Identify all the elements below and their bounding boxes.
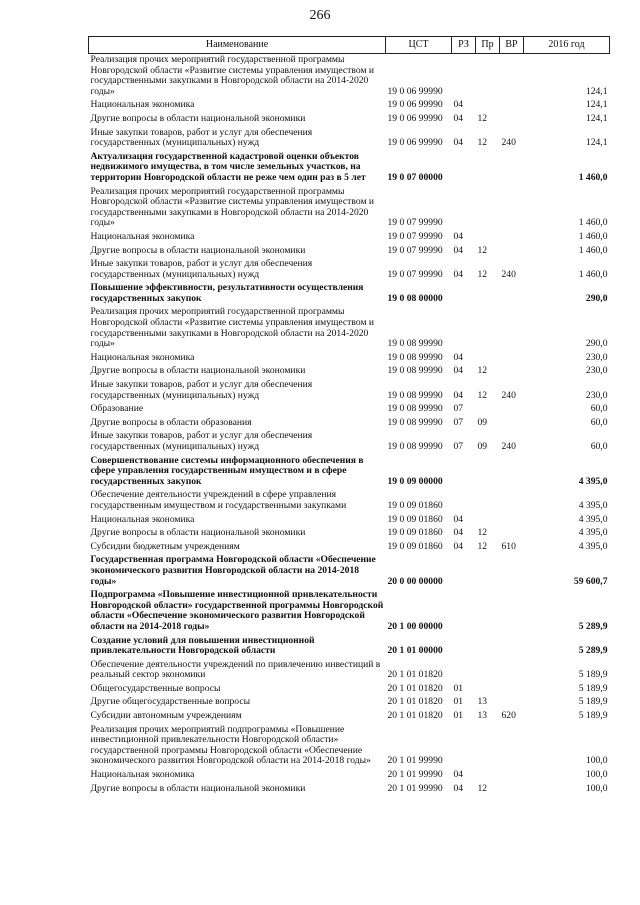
cell-vr (500, 352, 524, 366)
cell-sum: 4 395,0 (578, 527, 608, 539)
cell-name: Иные закупки товаров, работ и услуг для обеспечения государственных (муниципальных) нужд (90, 258, 313, 280)
table-row (89, 635, 610, 659)
cell-name: Другие вопросы в области национальной экономики (90, 782, 306, 794)
cell-vr (500, 186, 524, 231)
cell-name: Создание условий для повышения инвестиционной привлекательности Новгородской области (90, 634, 315, 657)
cell-cst: 19 0 06 99990 (387, 112, 443, 124)
cell-vr (500, 554, 524, 589)
cell-name: Реализация прочих мероприятий государственной программы Новгородской области «Развитие системы управления имуществом и государственными закупками в Новгородской области на 2014-2020 годы» (90, 185, 375, 229)
cell-sum: 5 189,9 (578, 669, 608, 681)
cell-name: Повышение эффективности, результативности осуществления государственных закупок (90, 282, 364, 304)
cell-sum: 60,0 (590, 441, 608, 452)
cell-rz: 04 (453, 112, 464, 124)
cell-vr (500, 365, 524, 379)
table-body (89, 54, 610, 797)
table-row (89, 258, 610, 282)
cell-pr: 13 (477, 710, 488, 722)
table-row (89, 99, 610, 113)
cell-sum: 290,0 (585, 338, 608, 350)
cell-cst: 19 0 07 99990 (387, 244, 443, 256)
cell-sum: 1 460,0 (578, 268, 608, 280)
table-row (89, 683, 610, 697)
cell-cst: 20 1 01 01820 (387, 696, 443, 708)
table-row (89, 659, 610, 683)
cell-vr (500, 99, 524, 113)
cell-cst: 19 0 06 99990 (387, 99, 443, 111)
cell-vr (500, 659, 524, 683)
table-row (89, 514, 610, 528)
cell-name: Иные закупки товаров, работ и услуг для обеспечения государственных (муниципальных) нужд (90, 379, 313, 401)
cell-vr (500, 455, 524, 490)
cell-pr (476, 99, 500, 113)
cell-pr (476, 683, 500, 697)
table-row (89, 430, 610, 454)
cell-rz (452, 54, 476, 100)
cell-rz: 04 (453, 782, 464, 794)
cell-cst: 20 1 00 00000 (387, 620, 443, 632)
cell-name: Другие общегосударственные вопросы (90, 696, 251, 708)
cell-pr (476, 554, 500, 589)
cell-sum: 5 189,9 (578, 696, 608, 708)
cell-name: Государственная программа Новгородской области «Обеспечение экономического развития Новгородской области на 2014-2018 годы» (90, 554, 376, 587)
cell-rz (452, 186, 476, 231)
cell-rz: 01 (453, 682, 464, 694)
cell-name: Субсидии бюджетным учреждениям (90, 540, 240, 552)
cell-cst: 20 1 01 99990 (387, 769, 443, 781)
cell-sum: 100,0 (585, 769, 608, 781)
cell-pr: 09 (477, 416, 488, 428)
cell-sum: 1 460,0 (578, 171, 608, 183)
cell-vr (500, 417, 524, 431)
cell-cst: 19 0 07 99990 (387, 230, 443, 242)
cell-sum: 100,0 (585, 782, 608, 794)
cell-rz: 04 (453, 268, 464, 280)
cell-vr (500, 589, 524, 634)
cell-sum: 1 460,0 (578, 217, 608, 229)
table-row (89, 724, 610, 769)
cell-name: Национальная экономика (90, 230, 195, 242)
cell-vr (500, 724, 524, 769)
cell-sum: 1 460,0 (578, 244, 608, 256)
cell-name: Другие вопросы в области национальной экономики (90, 365, 306, 377)
cell-rz (452, 589, 476, 634)
cell-cst: 19 0 07 99990 (387, 268, 443, 280)
table-row (89, 306, 610, 351)
cell-pr (476, 489, 500, 513)
cell-pr (476, 231, 500, 245)
table-row (89, 417, 610, 431)
cell-pr (476, 635, 500, 659)
cell-cst: 19 0 07 00000 (387, 171, 443, 183)
cell-cst: 20 1 01 01820 (387, 682, 443, 694)
cell-pr (476, 403, 500, 417)
cell-rz (452, 635, 476, 659)
budget-table (88, 36, 610, 796)
cell-rz (452, 724, 476, 769)
cell-pr: 12 (477, 365, 488, 377)
cell-cst: 19 0 06 99990 (387, 137, 443, 149)
header-cst: ЦСТ (386, 37, 452, 54)
cell-rz: 01 (453, 710, 464, 722)
cell-sum: 60,0 (590, 416, 608, 428)
cell-sum: 230,0 (585, 351, 608, 363)
table-row (89, 113, 610, 127)
table-row (89, 282, 610, 306)
cell-name: Обеспечение деятельности учреждений по привлечению инвестиций в реальный сектор экономики (90, 658, 381, 681)
cell-cst: 19 0 06 99990 (387, 85, 443, 97)
cell-rz (452, 489, 476, 513)
cell-rz (452, 455, 476, 490)
cell-vr (500, 783, 524, 797)
cell-vr (500, 403, 524, 417)
cell-pr (476, 455, 500, 490)
cell-vr (500, 696, 524, 710)
cell-pr (476, 54, 500, 100)
cell-vr (500, 769, 524, 783)
cell-vr: 240 (501, 441, 516, 452)
cell-name: Иные закупки товаров, работ и услуг для обеспечения государственных (муниципальных) нужд (90, 126, 313, 149)
cell-cst: 19 0 09 01860 (387, 540, 443, 552)
cell-cst: 19 0 07 99990 (387, 217, 443, 229)
table-row (89, 151, 610, 186)
cell-sum: 5 189,9 (578, 682, 608, 694)
cell-sum: 59 600,7 (573, 575, 608, 587)
cell-pr: 12 (477, 112, 488, 124)
cell-pr (476, 769, 500, 783)
cell-name: Актуализация государственной кадастровой оценки объектов недвижимого имущества, в том числе земельных участков, на территории Новгородской области не реже чем один раз в 5 лет (90, 150, 366, 183)
cell-vr: 610 (501, 540, 516, 552)
table-row (89, 769, 610, 783)
cell-pr: 12 (477, 137, 488, 149)
cell-pr: 12 (477, 389, 488, 401)
cell-sum: 124,1 (585, 137, 608, 149)
cell-rz: 04 (453, 365, 464, 377)
table-row (89, 783, 610, 797)
cell-sum: 124,1 (585, 112, 608, 124)
cell-pr (476, 186, 500, 231)
cell-sum: 4 395,0 (578, 540, 608, 552)
table-row (89, 352, 610, 366)
cell-rz: 01 (453, 696, 464, 708)
cell-name: Совершенствование системы информационного обеспечения в сфере управления государственным имуществом и в сфере государственных закупок (90, 454, 364, 487)
cell-name: Национальная экономика (90, 99, 195, 111)
cell-rz: 04 (453, 513, 464, 525)
table-row (89, 541, 610, 555)
cell-name: Национальная экономика (90, 513, 195, 525)
cell-sum: 4 395,0 (578, 499, 608, 511)
cell-sum: 5 289,9 (578, 620, 608, 632)
cell-pr (476, 282, 500, 306)
cell-cst: 20 1 01 01820 (387, 669, 443, 681)
cell-cst: 19 0 08 99990 (387, 441, 443, 452)
cell-pr: 13 (477, 696, 488, 708)
table-row (89, 527, 610, 541)
cell-vr (500, 635, 524, 659)
cell-cst: 19 0 09 01860 (387, 527, 443, 539)
cell-rz: 04 (453, 527, 464, 539)
cell-cst: 19 0 09 00000 (387, 475, 443, 487)
cell-pr: 12 (477, 782, 488, 794)
cell-sum: 5 189,9 (578, 710, 608, 722)
cell-pr: 12 (477, 268, 488, 280)
cell-rz: 04 (453, 244, 464, 256)
cell-name: Иные закупки товаров, работ и услуг для обеспечения государственных (муниципальных) нужд (90, 430, 313, 452)
table-row (89, 696, 610, 710)
header-name: Наименование (89, 37, 386, 54)
cell-rz: 04 (453, 99, 464, 111)
cell-name: Другие вопросы в области национальной экономики (90, 112, 306, 124)
cell-cst: 20 1 01 01820 (387, 710, 443, 722)
cell-sum: 124,1 (585, 85, 608, 97)
cell-sum: 60,0 (590, 403, 608, 415)
cell-rz: 07 (453, 416, 464, 428)
cell-sum: 230,0 (585, 389, 608, 401)
cell-cst: 19 0 08 00000 (387, 292, 443, 304)
cell-pr: 09 (477, 441, 488, 452)
cell-rz: 04 (453, 540, 464, 552)
cell-cst: 19 0 09 01860 (387, 499, 443, 511)
cell-name: Реализация прочих мероприятий государственной программы Новгородской области «Развитие системы управления имуществом и государственными закупками в Новгородской области на 2014-2020 годы» (90, 306, 375, 350)
cell-pr (476, 659, 500, 683)
cell-vr (500, 113, 524, 127)
cell-rz: 07 (453, 403, 464, 415)
cell-pr (476, 589, 500, 634)
cell-pr (476, 306, 500, 351)
cell-name: Другие вопросы в области национальной экономики (90, 527, 306, 539)
cell-vr (500, 54, 524, 100)
cell-cst: 19 0 09 01860 (387, 513, 443, 525)
cell-vr (500, 683, 524, 697)
cell-rz: 04 (453, 351, 464, 363)
cell-rz (452, 306, 476, 351)
cell-vr (500, 489, 524, 513)
cell-name: Подпрограмма «Повышение инвестиционной привлекательности Новгородской области» государственной программы Новгородской области «Обеспечение экономического развития Новгородской области на 2014-2018 годы» (90, 589, 384, 632)
table-row (89, 489, 610, 513)
table-header (89, 37, 610, 54)
cell-name: Обеспечение деятельности учреждений в сфере управления государственным имуществом и государственными закупками (90, 489, 347, 511)
cell-name: Субсидии автономным учреждениям (90, 710, 242, 722)
cell-vr: 240 (501, 137, 516, 149)
cell-pr (476, 352, 500, 366)
cell-cst: 20 1 01 00000 (387, 645, 443, 657)
cell-name: Реализация прочих мероприятий подпрограммы «Повышение инвестиционной привлекательности Новгородской области» государственной программы Новгородской области «Обеспечение экономического развития Новгородской области на 2014-2018 годы» (90, 723, 371, 767)
cell-sum: 290,0 (585, 292, 608, 304)
table-row (89, 589, 610, 634)
header-vr: ВР (500, 37, 524, 54)
cell-name: Реализация прочих мероприятий государственной программы Новгородской области «Развитие системы управления имуществом и государственными закупками в Новгородской области на 2014-2020 годы» (90, 54, 375, 97)
cell-sum: 4 395,0 (578, 475, 608, 487)
cell-pr: 12 (477, 244, 488, 256)
page-number: 266 (309, 8, 331, 23)
cell-rz (452, 151, 476, 186)
cell-cst: 19 0 08 99990 (387, 416, 443, 428)
header-rz: РЗ (452, 37, 476, 54)
table-row (89, 365, 610, 379)
cell-sum: 100,0 (585, 755, 608, 767)
cell-name: Другие вопросы в области образования (90, 416, 252, 428)
cell-cst: 19 0 08 99990 (387, 351, 443, 363)
cell-cst: 19 0 08 99990 (387, 365, 443, 377)
cell-cst: 19 0 08 99990 (387, 403, 443, 415)
cell-vr (500, 245, 524, 259)
cell-pr (476, 724, 500, 769)
cell-vr (500, 527, 524, 541)
cell-rz (452, 659, 476, 683)
cell-vr: 240 (501, 389, 516, 401)
cell-sum: 5 289,9 (578, 645, 608, 657)
cell-vr (500, 231, 524, 245)
cell-vr: 620 (501, 710, 516, 722)
cell-vr (500, 306, 524, 351)
cell-name: Национальная экономика (90, 351, 195, 363)
cell-pr (476, 151, 500, 186)
cell-sum: 124,1 (585, 99, 608, 111)
cell-cst: 19 0 08 99990 (387, 389, 443, 401)
header-sum: 2016 год (524, 37, 610, 54)
cell-vr (500, 151, 524, 186)
cell-rz (452, 282, 476, 306)
cell-rz: 07 (453, 441, 464, 452)
cell-name: Общегосударственные вопросы (90, 682, 221, 694)
cell-rz: 04 (453, 230, 464, 242)
cell-cst: 19 0 08 99990 (387, 338, 443, 350)
table-row (89, 403, 610, 417)
cell-pr: 12 (477, 540, 488, 552)
table-row (89, 54, 610, 100)
cell-cst: 20 1 01 99990 (387, 782, 443, 794)
header-pr: Пр (476, 37, 500, 54)
cell-pr (476, 514, 500, 528)
cell-cst: 20 1 01 99990 (387, 755, 443, 767)
cell-vr (500, 282, 524, 306)
table-row (89, 379, 610, 403)
cell-sum: 4 395,0 (578, 513, 608, 525)
cell-name: Другие вопросы в области национальной экономики (90, 244, 306, 256)
cell-vr (500, 514, 524, 528)
table-row (89, 455, 610, 490)
table-row (89, 186, 610, 231)
table-row (89, 554, 610, 589)
table-row (89, 231, 610, 245)
table-row (89, 710, 610, 724)
cell-rz: 04 (453, 389, 464, 401)
table-row (89, 127, 610, 151)
cell-name: Образование (90, 403, 144, 415)
cell-pr: 12 (477, 527, 488, 539)
cell-name: Национальная экономика (90, 769, 195, 781)
cell-vr: 240 (501, 268, 516, 280)
cell-rz: 04 (453, 769, 464, 781)
cell-cst: 20 0 00 00000 (387, 575, 443, 587)
cell-sum: 1 460,0 (578, 230, 608, 242)
cell-sum: 230,0 (585, 365, 608, 377)
cell-rz (452, 554, 476, 589)
table-row (89, 245, 610, 259)
cell-rz: 04 (453, 137, 464, 149)
